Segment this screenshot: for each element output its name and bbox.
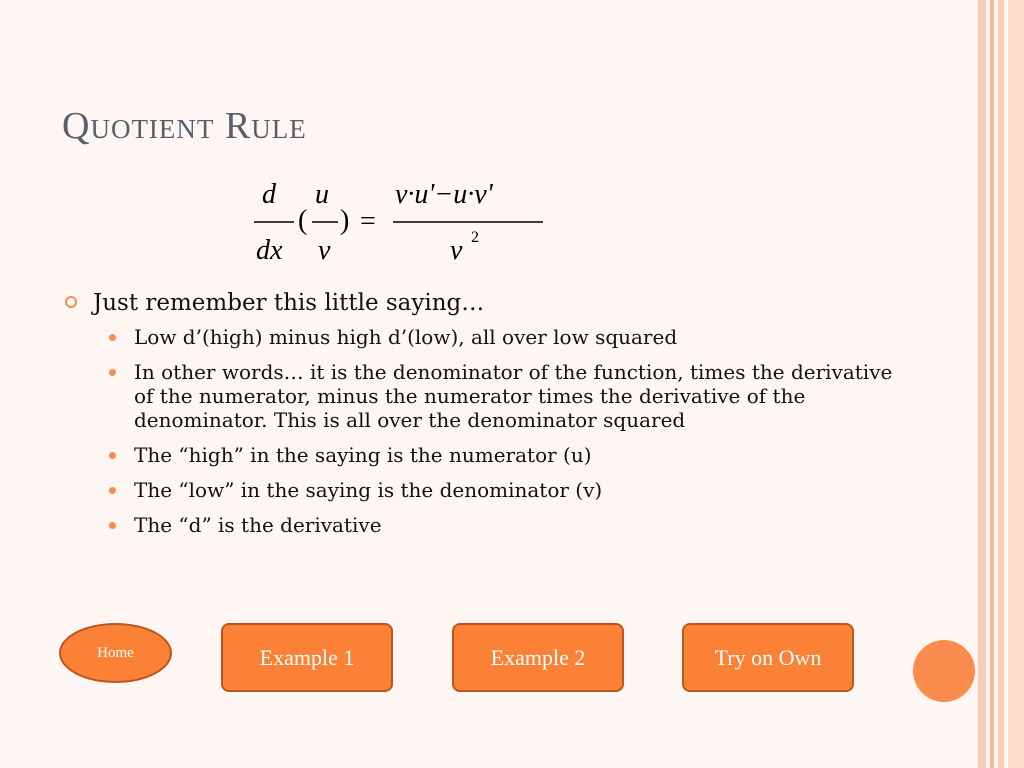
sub-bullet [103,478,894,502]
formula-d-numerator: d [262,179,276,210]
ring-bullet-icon [65,296,77,308]
formula-rhs-denominator: v [450,235,463,266]
slide-title: Quotient Rule [62,105,307,147]
decorative-band [998,0,1004,768]
example-2-button[interactable]: Example 2 [452,623,624,692]
formula-u-numerator: u [315,179,329,210]
bullet-main-text: Just remember this little saying… [93,290,485,316]
sub-bullet-text: In other words… it is the denominator of the function, times the derivative of the numerator, minus the numerator times the derivative of the denominator. This is all over the denominator squared [134,360,893,432]
decorative-band [978,0,986,768]
sub-bullet-text: The “low” in the saying is the denominator (v) [134,478,603,502]
decorative-circle [913,640,975,702]
dot-bullet-icon [109,334,116,341]
bullet-main [62,288,922,318]
sub-bullet-text: Low d’(high) minus high d’(low), all over low squared [134,325,678,349]
dot-bullet-icon [109,452,116,459]
bullet-list [62,288,922,548]
formula-rhs-numerator: v·u'−u·v' [395,179,493,210]
sub-bullet-text: The “high” in the saying is the numerator (u) [134,443,592,467]
decorative-band [990,0,994,768]
dot-bullet-icon [109,522,116,529]
decorative-band [1008,0,1024,768]
formula-equals: = [360,206,376,237]
dot-bullet-icon [109,487,116,494]
formula-open-paren: ( [298,205,308,236]
formula-dx-denominator: dx [256,235,283,266]
formula-v-denominator: v [318,235,331,266]
sub-bullet [103,360,894,432]
sub-bullet [103,325,894,349]
quotient-rule-formula [0,0,560,280]
formula-close-paren: ) [340,205,350,236]
sub-bullet [103,513,894,537]
try-on-own-button[interactable]: Try on Own [682,623,854,692]
dot-bullet-icon [109,369,116,376]
sub-bullet-text: The “d” is the derivative [134,513,382,537]
example-1-button[interactable]: Example 1 [221,623,393,692]
formula-rhs-exponent: 2 [471,229,479,246]
home-button[interactable]: Home [59,623,172,683]
sub-bullet [103,443,894,467]
